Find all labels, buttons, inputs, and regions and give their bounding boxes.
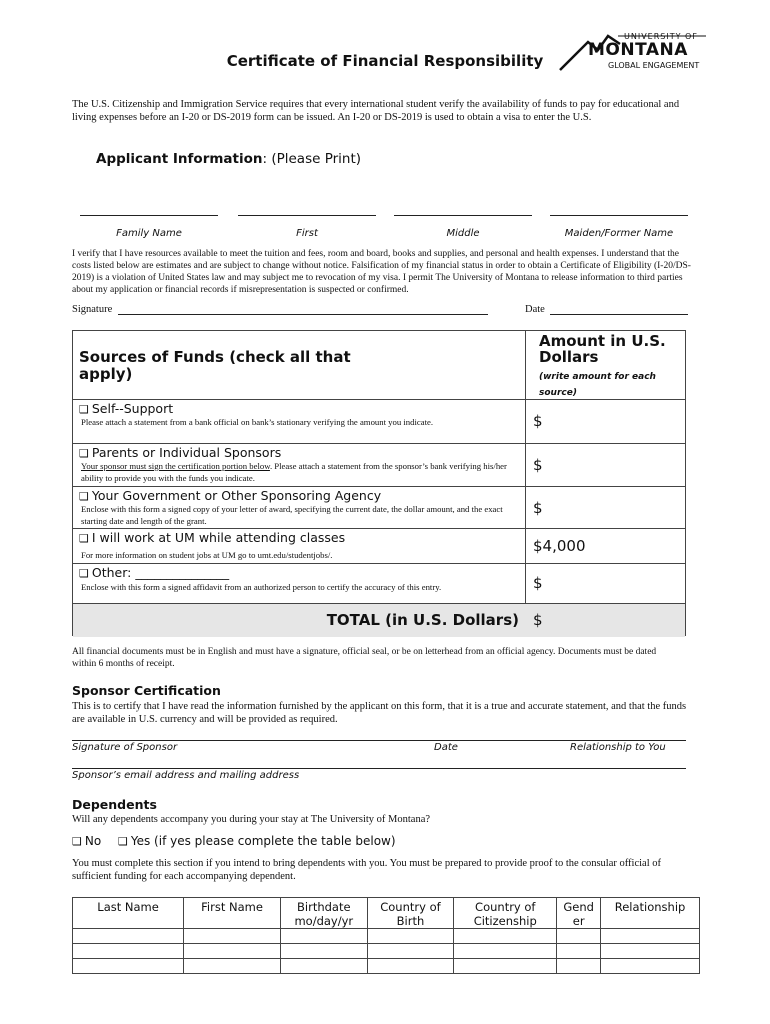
sponsor-relationship-label: Relationship to You xyxy=(570,742,666,753)
government-agency-note: Enclose with this form a signed copy of your letter of award, specifying the current date, the dollar amount, and the exact starting date and length of the grant. xyxy=(81,504,503,526)
self-support-checkbox[interactable]: ❑ Self--Support xyxy=(79,401,174,416)
logo-global-engagement: GLOBAL ENGAGEMENT xyxy=(608,61,700,70)
dependents-instruction: You must complete this section if you intend to bring dependents with you. You must be prepared to provide proof to the consular official of sufficient funding for each accompanying dependent. xyxy=(72,858,661,882)
sponsor-signature-label: Signature of Sponsor xyxy=(72,742,178,753)
column-divider xyxy=(525,331,526,635)
sources-of-funds-table xyxy=(72,330,686,636)
table-cell[interactable] xyxy=(454,959,557,974)
table-cell[interactable] xyxy=(280,959,367,974)
total-amount[interactable]: $ xyxy=(533,611,543,629)
source-row-work xyxy=(73,528,685,560)
maiden-name-label: Maiden/Former Name xyxy=(564,228,674,239)
self-support-amount[interactable]: $ xyxy=(533,412,543,430)
table-cell[interactable] xyxy=(280,929,367,944)
signature-input[interactable] xyxy=(118,302,488,315)
source-row-government xyxy=(73,486,685,526)
date-label: Date xyxy=(525,304,545,315)
other-source-note: Enclose with this form a signed affidavit from an authorized person to certify the accuracy of this entry. xyxy=(81,582,442,592)
sources-heading: Sources of Funds (check all that apply) xyxy=(79,348,351,383)
sponsor-certification-text: This is to certify that I have read the information furnished by the applicant on this form, that it is a true and accurate statement, and that the funds are available in U.S. currency and will be provided as required. xyxy=(72,701,687,725)
first-name-label: First xyxy=(296,228,318,239)
amount-note: (write amount for each source) xyxy=(539,372,656,398)
table-cell[interactable] xyxy=(73,944,184,959)
intro-paragraph: The U.S. Citizenship and Immigration Service requires that every international student verify the availability of funds to pay for educational and living expenses before an I-20 or DS-2019 form can be issued. An I-20 or DS-2019 is used to obtain a visa to enter the U.S. xyxy=(72,99,680,123)
col-country-citizenship: Country of Citizenship xyxy=(454,898,557,929)
source-row-other xyxy=(73,563,685,592)
sponsor-certification-heading: Sponsor Certification xyxy=(72,683,221,698)
middle-name-label: Middle xyxy=(446,228,480,239)
table-cell[interactable] xyxy=(454,929,557,944)
other-source-amount[interactable]: $ xyxy=(533,574,543,592)
table-cell[interactable] xyxy=(280,944,367,959)
self-support-note: Please attach a statement from a bank official on bank’s stationary verifying the amount you indicate. xyxy=(81,417,434,427)
government-agency-amount[interactable]: $ xyxy=(533,499,543,517)
table-cell[interactable] xyxy=(367,944,454,959)
table-cell[interactable] xyxy=(454,944,557,959)
sponsor-email-input[interactable] xyxy=(72,756,686,769)
col-country-birth: Country of Birth xyxy=(367,898,454,929)
table-cell[interactable] xyxy=(184,959,281,974)
parents-sponsors-note: Your sponsor must sign the certification portion below. Please attach a statement from the sponsor’s bank verifying his/her ability to provide you with the funds you indicate. xyxy=(81,461,507,483)
col-first-name: First Name xyxy=(184,898,281,929)
amount-heading: Amount in U.S. Dollars xyxy=(539,332,666,366)
parents-sponsors-checkbox[interactable]: ❑ Parents or Individual Sponsors xyxy=(79,445,282,460)
table-cell[interactable] xyxy=(601,944,700,959)
verification-statement: I verify that I have resources available to meet the tuition and fees, room and board, books and supplies, and personal and health expenses. I understand that the costs listed below are estimates and are subject to change without notice. Falsification of my financial status in order to obtain a Certificate of Eligibility (I-20/DS-2019) is a violation of United States law and may subject me to revocation of my visa. I permit The University of Montana to release information to third parties about my application or financial records if misrepresentation is suspected or confirmed. xyxy=(72,249,691,295)
table-row xyxy=(73,929,700,944)
dependents-no-checkbox[interactable]: ❑ No xyxy=(72,834,102,848)
col-relationship: Relationship xyxy=(601,898,700,929)
table-cell[interactable] xyxy=(557,944,601,959)
dependents-table xyxy=(72,897,700,974)
table-cell[interactable] xyxy=(367,929,454,944)
applicant-heading-suffix: : (Please Print) xyxy=(262,151,362,167)
col-gender: Gend er xyxy=(557,898,601,929)
table-cell[interactable] xyxy=(601,959,700,974)
sponsor-date-label: Date xyxy=(434,742,458,753)
dependents-table-header xyxy=(73,898,700,929)
page-title: Certificate of Financial Responsibility xyxy=(226,52,544,70)
work-at-um-note: For more information on student jobs at UM go to umt.edu/studentjobs/. xyxy=(81,550,333,560)
source-row-self-support xyxy=(73,399,685,430)
documents-note: All financial documents must be in English and must have a signature, official seal, or be on letterhead from an official agency. Documents must be dated within 6 months of receipt. xyxy=(72,647,657,669)
table-cell[interactable] xyxy=(601,929,700,944)
university-logo xyxy=(558,30,708,82)
work-at-um-checkbox[interactable]: ❑ I will work at UM while attending classes xyxy=(79,530,346,545)
signature-label: Signature xyxy=(72,304,113,315)
other-source-checkbox[interactable]: ❑ Other: _______________ xyxy=(79,565,230,580)
dependents-heading: Dependents xyxy=(72,797,157,812)
total-row xyxy=(73,603,685,637)
logo-montana: MONTANA xyxy=(588,40,688,60)
family-name-input[interactable] xyxy=(80,201,218,216)
table-cell[interactable] xyxy=(184,944,281,959)
middle-name-input[interactable] xyxy=(394,201,532,216)
table-row xyxy=(73,944,700,959)
table-cell[interactable] xyxy=(184,929,281,944)
applicant-heading-label: Applicant Information xyxy=(96,151,263,167)
dependents-question: Will any dependents accompany you during your stay at The University of Montana? xyxy=(72,814,431,825)
maiden-name-input[interactable] xyxy=(550,201,688,216)
source-row-parents xyxy=(73,443,685,483)
parents-sponsors-amount[interactable]: $ xyxy=(533,456,543,474)
sponsor-signature-input[interactable] xyxy=(72,728,686,741)
table-cell[interactable] xyxy=(367,959,454,974)
family-name-label: Family Name xyxy=(116,228,182,239)
work-at-um-amount[interactable]: $4,000 xyxy=(533,537,586,555)
total-label: TOTAL (in U.S. Dollars) xyxy=(326,611,519,629)
col-last-name: Last Name xyxy=(73,898,184,929)
applicant-information-heading xyxy=(96,151,361,167)
logo-university-of: UNIVERSITY OF xyxy=(624,32,698,41)
first-name-input[interactable] xyxy=(238,201,376,216)
table-cell[interactable] xyxy=(73,959,184,974)
sponsor-email-label: Sponsor’s email address and mailing address xyxy=(72,770,300,781)
government-agency-checkbox[interactable]: ❑ Your Government or Other Sponsoring Agency xyxy=(79,488,382,503)
date-input[interactable] xyxy=(550,302,688,315)
col-birthdate: Birthdate mo/day/yr xyxy=(280,898,367,929)
table-row xyxy=(73,959,700,974)
table-cell[interactable] xyxy=(557,929,601,944)
dependents-yes-checkbox[interactable]: ❑ Yes (if yes please complete the table below) xyxy=(118,834,396,848)
table-cell[interactable] xyxy=(557,959,601,974)
table-cell[interactable] xyxy=(73,929,184,944)
